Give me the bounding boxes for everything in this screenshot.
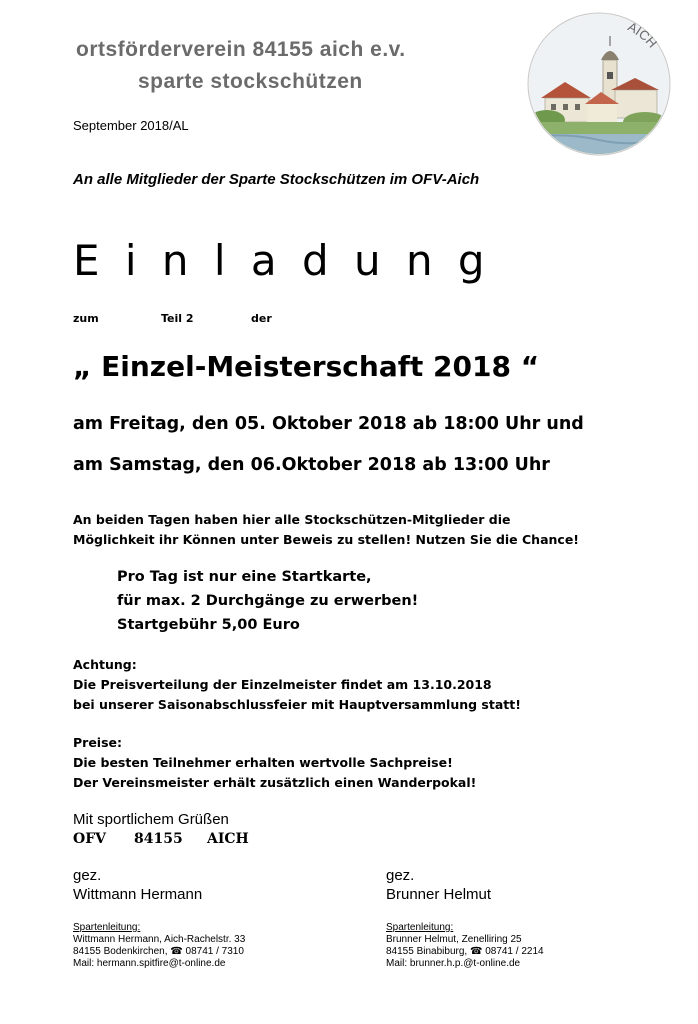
club-logo [527, 12, 671, 156]
sub-word-teil: Teil 2 [161, 312, 194, 325]
prizes-line-2: Der Vereinsmeister erhält zusätzlich einen Wanderpokal! [73, 775, 477, 790]
event-date-friday: am Freitag, den 05. Oktober 2018 ab 18:00 Uhr und [73, 414, 584, 434]
signature-name-right: Brunner Helmut [386, 886, 492, 903]
attention-line-1: Die Preisverteilung der Einzelmeister findet am 13.10.2018 [73, 677, 492, 692]
attention-heading: Achtung: [73, 657, 137, 672]
sub-word-zum: zum [73, 312, 99, 325]
info-line-2: Möglichkeit ihr Können unter Beweis zu stellen! Nutzen Sie die Chance! [73, 532, 580, 547]
footer-right-city-phone: 84155 Binabiburg, ☎ 08741 / 2214 [386, 946, 544, 957]
rule-line-3: Startgebühr 5,00 Euro [117, 617, 300, 633]
footer-right [386, 922, 544, 970]
footer-left-label: Spartenleitung: [73, 922, 141, 933]
dept-line: sparte stockschützen [138, 70, 363, 93]
prizes-line-1: Die besten Teilnehmer erhalten wertvolle Sachpreise! [73, 755, 453, 770]
footer-right-address: Brunner Helmut, Zenelliring 25 [386, 934, 522, 945]
footer-right-mail: Mail: brunner.h.p.@t-online.de [386, 958, 521, 969]
club-logo-emblem [527, 12, 671, 156]
date-reference: September 2018/AL [73, 118, 189, 133]
invitation-title: E i n l a d u n g [73, 236, 491, 285]
addressee-line: An alle Mitglieder der Sparte Stockschützen im OFV-Aich [73, 171, 480, 188]
footer-left-mail: Mail: hermann.spitfire@t-online.de [73, 958, 226, 969]
footer-right-label: Spartenleitung: [386, 922, 454, 933]
signature-gez-right: gez. [386, 867, 415, 884]
footer-left-city-phone: 84155 Bodenkirchen, ☎ 08741 / 7310 [73, 946, 244, 957]
logo-text-left [527, 12, 579, 15]
rule-line-2: für max. 2 Durchgänge zu erwerben! [117, 593, 419, 609]
attention-line-2: bei unserer Saisonabschlussfeier mit Hauptversammlung statt! [73, 697, 521, 712]
footer-left-address: Wittmann Hermann, Aich-Rachelstr. 33 [73, 934, 246, 945]
logo-text-right: AICH [625, 18, 661, 51]
event-name: „ Einzel-Meisterschaft 2018 “ [73, 350, 540, 383]
signature-name-left: Wittmann Hermann [73, 886, 203, 903]
info-line-1: An beiden Tagen haben hier alle Stockschützen-Mitglieder die [73, 512, 511, 527]
sub-word-der: der [251, 312, 272, 325]
rule-line-1: Pro Tag ist nur eine Startkarte, [117, 569, 372, 585]
footer-left [73, 922, 245, 970]
closing-greeting: Mit sportlichem Grüßen [73, 811, 229, 828]
closing-org-ofv: OFV [73, 831, 106, 847]
closing-org-zip: 84155 [134, 831, 183, 847]
org-line: ortsförderverein 84155 aich e.v. [76, 38, 406, 61]
prizes-heading: Preise: [73, 735, 123, 750]
event-date-saturday: am Samstag, den 06.Oktober 2018 ab 13:00 Uhr [73, 455, 550, 475]
signature-gez-left: gez. [73, 867, 102, 884]
closing-org-town: AICH [207, 831, 249, 847]
